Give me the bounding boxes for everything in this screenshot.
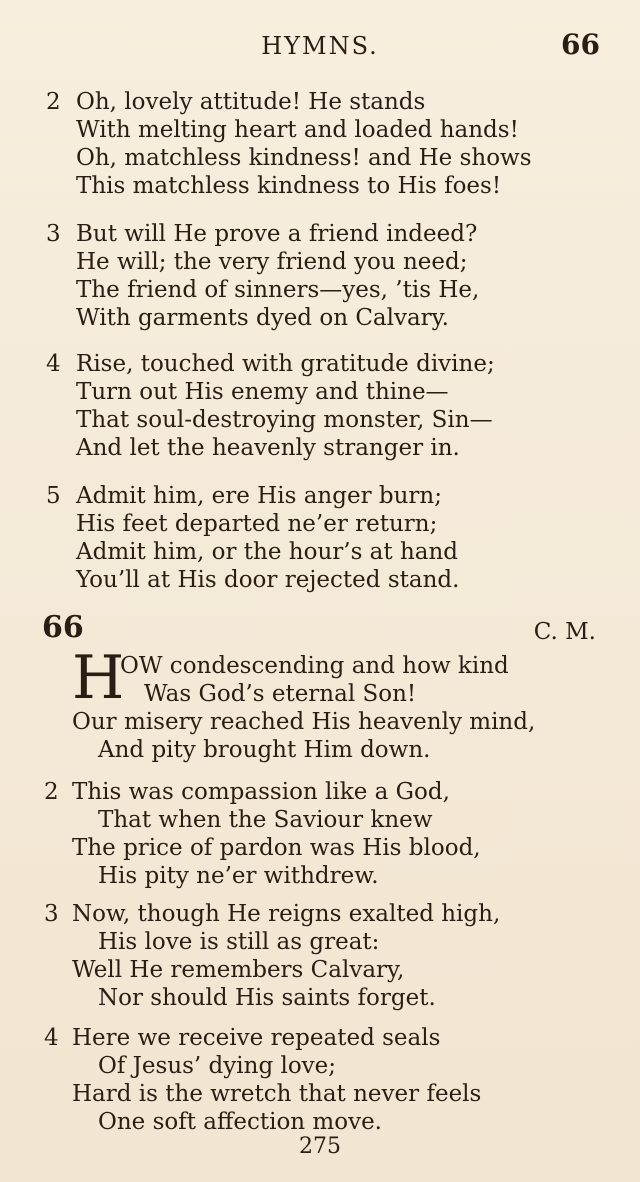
verse-line: That when the Saviour knew (98, 807, 433, 833)
hymn-meter: C. M. (533, 619, 596, 645)
verse-line: That soul-destroying monster, Sin— (76, 407, 493, 433)
verse-line: OW condescending and how kind (120, 653, 509, 679)
verse-line: But will He prove a friend indeed? (76, 221, 478, 247)
drop-cap-letter: H (72, 643, 125, 713)
verse-line: He will; the very friend you need; (76, 249, 468, 275)
verse-line: With melting heart and loaded hands! (76, 117, 519, 143)
verse-line: Admit him, or the hour’s at hand (76, 539, 459, 565)
verse-line: The price of pardon was His blood, (72, 835, 481, 861)
verse-line: Admit him, ere His anger burn; (76, 483, 442, 509)
verse-line: The friend of sinners—yes, ’tis He, (76, 277, 480, 303)
verse-line: Our misery reached His heavenly mind, (72, 709, 536, 735)
verse-line: With garments dyed on Calvary. (76, 305, 449, 331)
verse-number: 2 (46, 89, 61, 115)
verse-line: Of Jesus’ dying love; (98, 1053, 337, 1079)
verse-number: 5 (46, 483, 61, 509)
verse-line: Turn out His enemy and thine— (76, 379, 449, 405)
verse-line: This was compassion like a God, (72, 779, 450, 805)
verse-line: His love is still as great: (98, 929, 380, 955)
verse-line: And pity brought Him down. (98, 737, 431, 763)
verse-line: Well He remembers Calvary, (72, 957, 405, 983)
verse-line: One soft affection move. (98, 1109, 382, 1135)
running-header-title: HYMNS. (261, 32, 379, 60)
verse-line: His pity ne’er withdrew. (98, 863, 379, 889)
verse-line: Nor should His saints forget. (98, 985, 436, 1011)
hymn-number: 66 (42, 610, 84, 645)
verse-line: Here we receive repeated seals (72, 1025, 441, 1051)
verse-line: Now, though He reigns exalted high, (72, 901, 501, 927)
running-header-hymn-number: 66 (561, 28, 600, 61)
verse-number: 3 (44, 901, 59, 927)
page-number: 275 (299, 1134, 341, 1159)
verse-line: Rise, touched with gratitude divine; (76, 351, 495, 377)
verse-number: 4 (46, 351, 61, 377)
verse-number: 4 (44, 1025, 59, 1051)
verse-line: This matchless kindness to His foes! (76, 173, 502, 199)
verse-line: Oh, lovely attitude! He stands (76, 89, 426, 115)
verse-line: Was God’s eternal Son! (144, 681, 417, 707)
verse-line: Oh, matchless kindness! and He shows (76, 145, 532, 171)
verse-number: 3 (46, 221, 61, 247)
verse-line: And let the heavenly stranger in. (76, 435, 460, 461)
verse-line: His feet departed ne’er return; (76, 511, 438, 537)
verse-line: You’ll at His door rejected stand. (76, 567, 460, 593)
verse-line: Hard is the wretch that never feels (72, 1081, 482, 1107)
verse-number: 2 (44, 779, 59, 805)
